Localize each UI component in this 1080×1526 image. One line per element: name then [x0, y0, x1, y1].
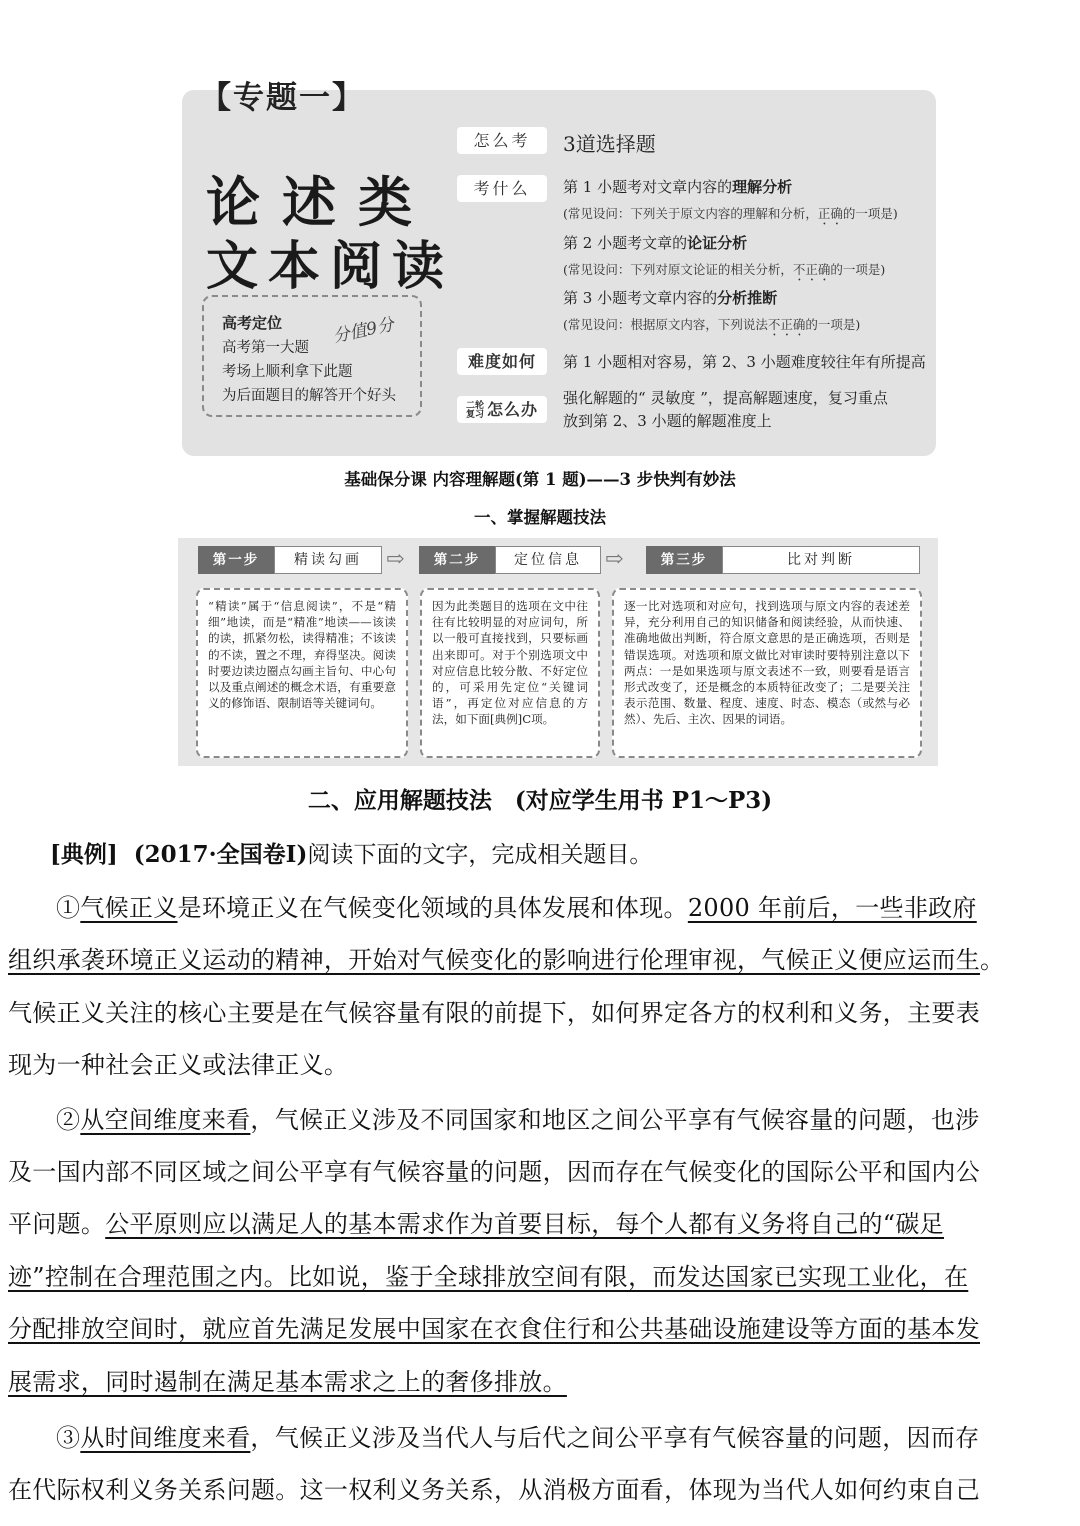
- step3-label: 第三步: [646, 546, 722, 574]
- lesson-title: 基础保分课 内容理解题(第 1 题)——3 步快判有妙法: [344, 470, 736, 489]
- step1-description: “精读”属于“信息阅读”，不是“精细”地读，而是“精准”地读——该读的读，抓紧勿松，读得精准；不该读的不读，置之不理，弃得坚决。阅读时要边读边圈点勾画主旨句、中心句以及重点阐述的概念术语，有重要意义的修饰语、限制语等关键词句。: [196, 588, 408, 758]
- paragraph-line: 及一国内部不同区域之间公平享有气候容量的问题，因而存在气候变化的国际公平和国内公: [8, 1158, 980, 1186]
- question1-note: (常见设问：下列关于原文内容的理解和分析，正确的一项是): [563, 206, 898, 221]
- step3-name: 比对判断: [722, 546, 920, 574]
- question2-note: (常见设问：下列对原文论证的相关分析，不正确的一项是): [563, 262, 886, 277]
- paragraph-line: 展需求，同时遏制在满足基本需求之上的奢侈排放。: [8, 1368, 567, 1396]
- exam-position-line: 高考第一大题: [222, 340, 309, 356]
- step3-description: 逐一比对选项和对应句，找到选项与原文内容的表述差异，充分利用自己的知识储备和阅读经验，从而快速、准确地做出判断，符合原文意思的是正确选项，否则是错误选项。对选项和原文做比对审读时要特别注意以下两点：一是如果选项与原文表述不一致，则要看是语言形式改变了，还是概念的本质特征改变了；二是要关注表示范围、数量、程度、速度、时态、模态（或然与必然）、先后、主次、因果的词语。: [612, 588, 922, 758]
- paragraph-line: ②从空间维度来看，气候正义涉及不同国家和地区之间公平享有气候容量的问题，也涉: [56, 1106, 980, 1134]
- arrow-right-icon: ⇨: [386, 547, 405, 572]
- step1-name: 精读勾画: [274, 546, 382, 574]
- label-difficulty: 难度如何: [457, 348, 547, 375]
- paragraph-line: ③从时间维度来看，气候正义涉及当代人与后代之间公平享有气候容量的问题，因而存: [56, 1424, 980, 1452]
- label-review: 二轮 复习 怎么办: [457, 396, 547, 423]
- paragraph-line: 在代际权利义务关系问题。这一权利义务关系，从消极方面看，体现为当代人如何约束自己: [8, 1476, 980, 1504]
- example-heading: [典例] (2017·全国卷Ⅰ)阅读下面的文字，完成相关题目。: [50, 841, 653, 868]
- step2-label: 第二步: [419, 546, 495, 574]
- difficulty-text: 第 1 小题相对容易，第 2、3 小题难度较往年有所提高: [563, 353, 926, 371]
- how-exam-text: 3道选择题: [563, 132, 656, 156]
- question2-focus: 第 2 小题考文章的论证分析: [563, 234, 748, 252]
- paragraph-line: 现为一种社会正义或法律正义。: [8, 1051, 349, 1079]
- topic-title-line1: 论述类: [206, 171, 434, 234]
- topic-title-line2: 文本阅读: [206, 237, 455, 297]
- review-text-line1: 强化解题的“ 灵敏度 ”，提高解题速度，复习重点: [563, 389, 888, 407]
- paragraph-line: 组织承袭环境正义运动的精神，开始对气候变化的影响进行伦理审视，气候正义便应运而生。: [8, 946, 1005, 974]
- exam-position-line: 为后面题目的解答开个好头: [222, 388, 396, 404]
- question1-focus: 第 1 小题考对文章内容的理解分析: [563, 178, 793, 196]
- paragraph-line: 分配排放空间时，就应首先满足发展中国家在衣食住行和公共基础设施建设等方面的基本发: [8, 1315, 980, 1343]
- exam-position-heading: 高考定位: [222, 314, 283, 332]
- paragraph-line: 迹”控制在合理范围之内。比如说，鉴于全球排放空间有限，而发达国家已实现工业化，在: [8, 1263, 969, 1291]
- topic-tag: 【专题一】: [200, 80, 365, 116]
- step2-name: 定位信息: [495, 546, 601, 574]
- step1-label: 第一步: [198, 546, 274, 574]
- review-text-line2: 放到第 2、3 小题的解题准度上: [563, 412, 772, 430]
- question3-focus: 第 3 小题考文章内容的分析推断: [563, 289, 778, 307]
- section-title: 一、掌握解题技法: [474, 508, 606, 527]
- paragraph-line: 气候正义关注的核心主要是在气候容量有限的前提下，如何界定各方的权利和义务，主要表: [8, 999, 980, 1027]
- paragraph-line: 平问题。公平原则应以满足人的基本需求作为首要目标，每个人都有义务将自己的“碳足: [8, 1210, 944, 1238]
- label-how-exam: 怎么考: [457, 127, 547, 154]
- handwritten-score-note: 分值9分: [331, 314, 396, 348]
- section-title: 二、应用解题技法 (对应学生用书 P1～P3): [307, 787, 773, 814]
- step2-description: 因为此类题目的选项在文中往往有比较明显的对应词句，所以一般可直接找到，只要标画出来即可。对于个别选项文中对应信息比较分散、不好定位的，可采用先定位“关键词语”，再定位对应信息的方法，如下面[典例]C项。: [420, 588, 600, 758]
- paragraph-line: ①气候正义是环境正义在气候变化领域的具体发展和体现。2000 年前后，一些非政府: [56, 894, 977, 922]
- exam-position-line: 考场上顺利拿下此题: [222, 364, 353, 380]
- arrow-right-icon: ⇨: [605, 547, 624, 572]
- question3-note: (常见设问：根据原文内容，下列说法不正确的一项是): [563, 317, 861, 332]
- label-what-exam: 考什么: [457, 175, 547, 202]
